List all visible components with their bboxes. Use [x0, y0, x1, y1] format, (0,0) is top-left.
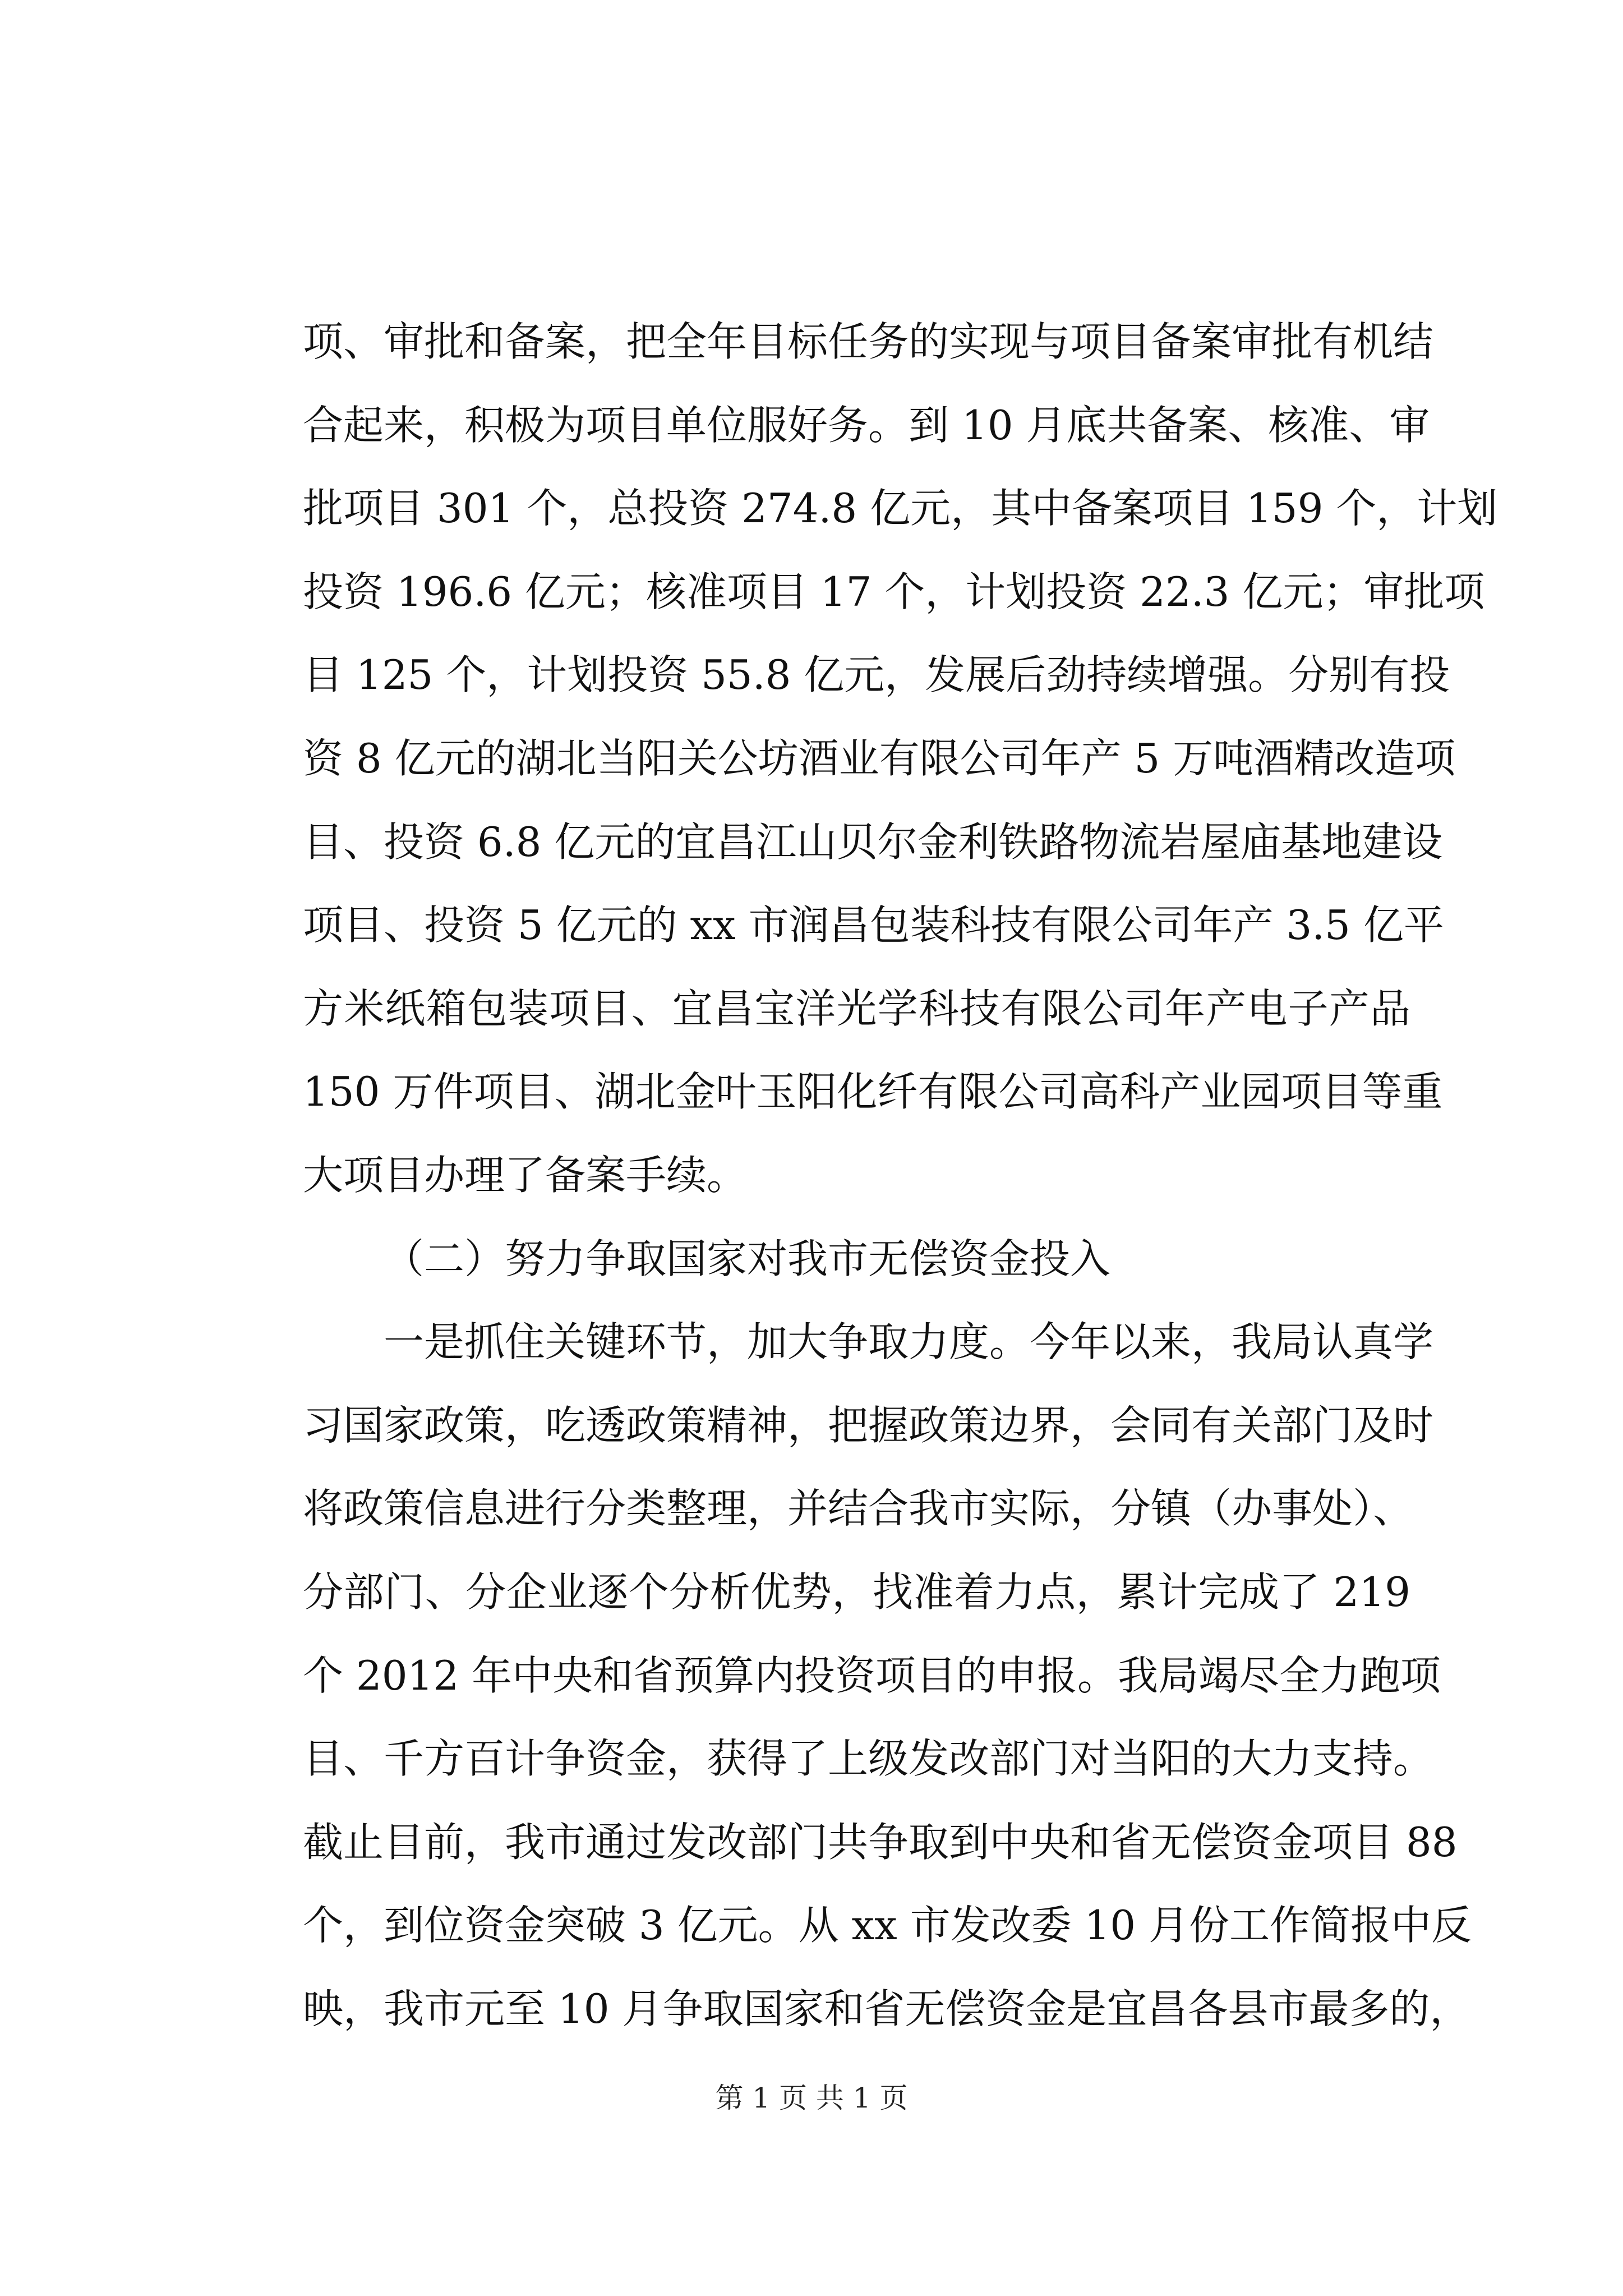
text-line: 目、千方百计争资金，获得了上级发改部门对当阳的大力支持。 [303, 1735, 1434, 1783]
text-line: 目、投资 6.8 亿元的宜昌江山贝尔金利铁路物流岩屋庙基地建设 [303, 818, 1443, 866]
text-line: 方米纸箱包装项目、宜昌宝洋光学科技有限公司年产电子产品 [303, 984, 1410, 1032]
text-line: 大项目办理了备案手续。 [303, 1151, 748, 1199]
text-line: 合起来，积极为项目单位服好务。到 10 月底共备案、核准、审 [303, 401, 1430, 449]
text-line: 分部门、分企业逐个分析优势，找准着力点，累计完成了 219 [303, 1568, 1410, 1616]
text-line: 将政策信息进行分类整理，并结合我市实际，分镇（办事处）、 [303, 1485, 1414, 1533]
text-line: 150 万件项目、湖北金叶玉阳化纤有限公司高科产业园项目等重 [303, 1068, 1443, 1116]
text-line: 一是抓住关键环节，加大争取力度。今年以来，我局认真学 [384, 1318, 1434, 1366]
text-line: 目 125 个，计划投资 55.8 亿元，发展后劲持续增强。分别有投 [303, 651, 1450, 699]
text-line: 习国家政策，吃透政策精神，把握政策边界，会同有关部门及时 [303, 1401, 1434, 1449]
text-line: 项、审批和备案，把全年目标任务的实现与项目备案审批有机结 [303, 318, 1434, 365]
text-line: 个 2012 年中央和省预算内投资项目的申报。我局竭尽全力跑项 [303, 1651, 1441, 1699]
text-line: 映，我市元至 10 月争取国家和省无偿资金是宜昌各县市最多的， [303, 1985, 1470, 2032]
body-text [303, 300, 1498, 2050]
page-footer: 第 1 页 共 1 页 [715, 2082, 908, 2114]
text-line: 投资 196.6 亿元；核准项目 17 个，计划投资 22.3 亿元；审批项 [303, 568, 1485, 615]
text-line: 个，到位资金突破 3 亿元。从 xx 市发改委 10 月份工作简报中反 [303, 1902, 1472, 1949]
text-line: 项目、投资 5 亿元的 xx 市润昌包装科技有限公司年产 3.5 亿平 [303, 901, 1444, 949]
text-line: 截止目前，我市通过发改部门共争取到中央和省无偿资金项目 88 [303, 1818, 1458, 1866]
text-line: 资 8 亿元的湖北当阳关公坊酒业有限公司年产 5 万吨酒精改造项 [303, 734, 1456, 782]
text-line: 批项目 301 个，总投资 274.8 亿元，其中备案项目 159 个，计划 [303, 485, 1498, 532]
section-heading: （二）努力争取国家对我市无偿资金投入 [384, 1235, 1111, 1282]
